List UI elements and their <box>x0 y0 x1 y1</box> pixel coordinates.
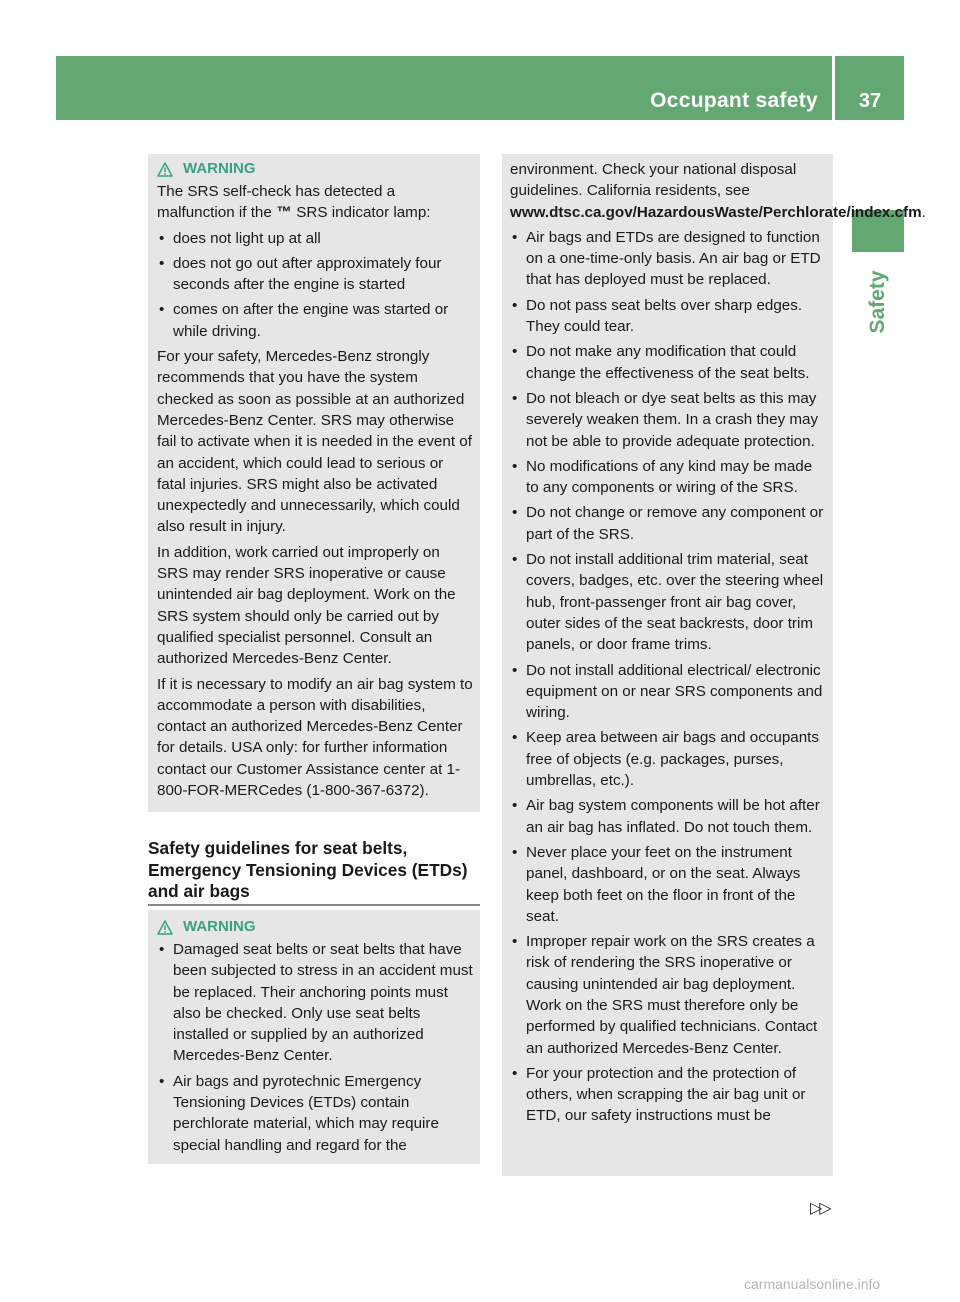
warning-intro-text-end: SRS indicator lamp: <box>296 204 431 222</box>
list-item: • No modifications of any kind may be made to any components or wiring of the SRS. <box>510 456 827 499</box>
warning-heading <box>157 916 474 938</box>
list-item: • Keep area between air bags and occupants free of objects (e.g. packages, purses, umbrellas, etc.). <box>510 727 827 791</box>
list-item: • Air bag system components will be hot after an air bag has inflated. Do not touch them. <box>510 795 827 838</box>
warning-label: WARNING <box>183 918 256 936</box>
list-item: • comes on after the engine was started or while driving. <box>157 299 474 342</box>
continued-text-end: . <box>921 203 926 221</box>
list-item: • does not go out after approximately four seconds after the engine is started <box>157 253 474 296</box>
continued-text: environment. Check your national disposal guidelines. California residents, see <box>510 161 797 200</box>
section-heading: Safety guidelines for seat belts, Emergency Tensioning Devices (ETDs) and air bags <box>148 838 468 901</box>
list-item: • Do not bleach or dye seat belts as this may severely weaken them. In a crash they may not be able to provide adequate protection. <box>510 388 827 452</box>
list-item: • Damaged seat belts or seat belts that have been subjected to stress in an accident must be replaced. Their anchoring points must also be checked. Only use seat belts installed or supplied by an authorized Mercedes-Benz Center. <box>157 939 474 1067</box>
header-divider <box>832 56 835 120</box>
list-item: • Do not make any modification that could change the effectiveness of the seat belts. <box>510 341 827 384</box>
list-item: • Do not install additional trim material, seat covers, badges, etc. over the steering wheel hub, front-passenger front air bag cover, outer sides of the seat backrests, door trim panels, or door frame trims. <box>510 549 827 655</box>
continue-arrow-icon: ▷▷ <box>810 1200 829 1217</box>
section-divider <box>148 904 480 906</box>
list-item: • Improper repair work on the SRS creates a risk of rendering the SRS inoperative or causing unintended air bag deployment. Work on the SRS must therefore only be performed by qualified technicians. Contact an authorized Mercedes-Benz Center. <box>510 931 827 1059</box>
warning-triangle-icon <box>157 162 173 177</box>
warning-intro <box>157 181 474 224</box>
list-item: • does not light up at all <box>157 228 474 249</box>
warning-label: WARNING <box>183 160 256 178</box>
warning-heading <box>157 158 474 180</box>
side-tab-label <box>852 262 904 342</box>
list-item: • Never place your feet on the instrument panel, dashboard, or on the seat. Always keep both feet on the floor in front of the seat. <box>510 842 827 927</box>
srs-indicator-icon: ™ <box>276 204 292 222</box>
warning-panel-srs <box>148 154 480 812</box>
paragraph: For your safety, Mercedes-Benz strongly recommends that you have the system checked as soon as possible at an authorized Mercedes-Benz Center. SRS may otherwise fail to activate when it is needed in the event of an accident, which could lead to serious or fatal injuries. SRS might also be activated unexpectedly and unnecessarily, which could also result in injury. <box>157 348 472 536</box>
list-item: • Air bags and pyrotechnic Emergency Tensioning Devices (ETDs) contain perchlorate material, which may require special handling and regard for the <box>157 1071 474 1156</box>
list-item: • Do not install additional electrical/ electronic equipment on or near SRS components and wiring. <box>510 660 827 724</box>
warning-panel-continued <box>502 154 926 1176</box>
list-item: • For your protection and the protection of others, when scrapping the air bag unit or ETD, our safety instructions must be <box>510 1063 827 1127</box>
page-number: 37 <box>858 90 882 112</box>
warning-triangle-icon <box>157 920 173 935</box>
warning-panel-seat-belts <box>148 910 480 1164</box>
paragraph: In addition, work carried out improperly on SRS may render SRS inoperative or cause unintended air bag deployment. Work on the SRS system should only be carried out by qualified specialist personnel. Consult an authorized Mercedes-Benz Center. <box>157 543 456 668</box>
header-bar <box>56 56 904 120</box>
side-tab-text: Safety <box>866 270 889 334</box>
list-item: • Air bags and ETDs are designed to function on a one-time-only basis. An air bag or ETD that has deployed must be replaced. <box>510 227 827 291</box>
list-item: • Do not change or remove any component or part of the SRS. <box>510 502 827 545</box>
paragraph: If it is necessary to modify an air bag system to accommodate a person with disabilities, contact an authorized Mercedes-Benz Center for details. USA only: for further information contact our Customer Assistance center at 1-800-FOR-MERCedes (1-800-367-6372). <box>157 675 473 800</box>
disposal-url-link[interactable]: www.dtsc.ca.gov/HazardousWaste/Perchlorate/index.cfm <box>510 203 922 221</box>
footer-watermark: carmanualsonline.info <box>744 1276 881 1292</box>
warning-intro-text: The SRS self-check has detected a malfunction if the <box>157 183 396 222</box>
page-section-title: Occupant safety <box>650 89 818 112</box>
list-item: • Do not pass seat belts over sharp edges. They could tear. <box>510 295 827 338</box>
continued-paragraph <box>510 159 926 223</box>
